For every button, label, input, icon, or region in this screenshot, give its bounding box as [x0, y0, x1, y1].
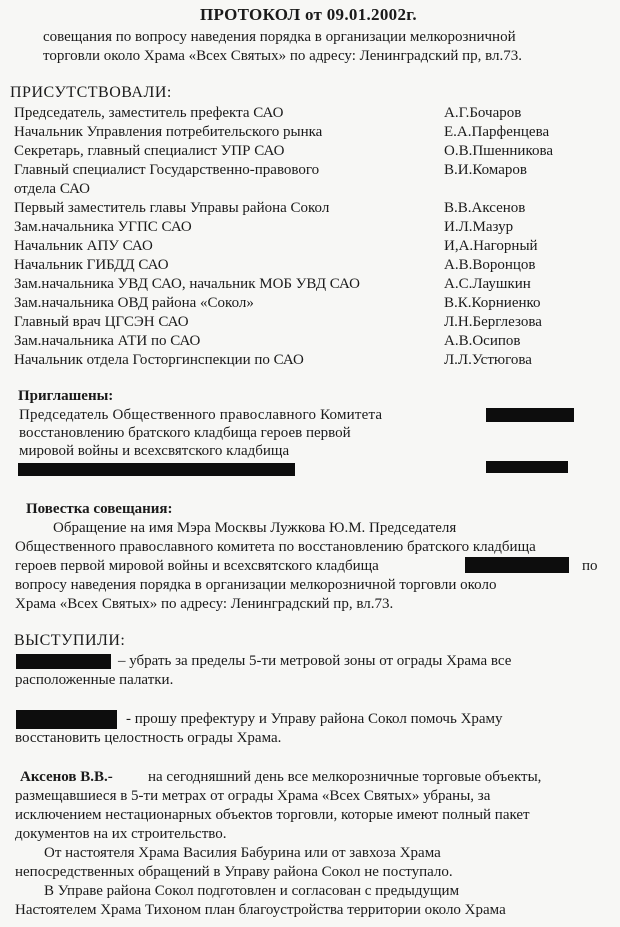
present-role: Начальник отдела Госторгинспекции по САО — [14, 352, 304, 368]
present-name: А.В.Осипов — [444, 333, 521, 349]
speech-1-line-1: – убрать за пределы 5-ти метровой зоны от ограды Храма все — [118, 653, 512, 669]
present-role: Начальник АПУ САО — [14, 238, 153, 254]
present-name: И,А.Нагорный — [444, 238, 538, 254]
present-role: Председатель, заместитель префекта САО — [14, 105, 284, 121]
invited-line-3: мировой войны и всехсвятского кладбища — [19, 443, 290, 459]
invited-line-2: восстановлению братского кладбища героев первой — [19, 425, 351, 441]
present-role: Главный специалист Государственно-правового — [14, 162, 320, 178]
present-heading: ПРИСУТСТВОВАЛИ: — [10, 84, 172, 101]
present-role: Секретарь, главный специалист УПР САО — [14, 143, 285, 159]
present-name: И.Л.Мазур — [444, 219, 514, 235]
agenda-line-2: Общественного православного комитета по восстановлению братского кладбища — [15, 539, 536, 555]
redaction-block — [465, 557, 569, 573]
agenda-heading: Повестка совещания: — [26, 501, 173, 517]
present-role: Зам.начальника ОВД района «Сокол» — [14, 295, 254, 311]
present-name: Л.Н.Берглезова — [444, 314, 542, 330]
speeches-heading: ВЫСТУПИЛИ: — [14, 632, 126, 649]
redaction-block — [16, 654, 111, 669]
present-role: отдела САО — [14, 181, 91, 197]
speech-3-line-3: исключением нестационарных объектов торговли, которые имеют полный пакет — [15, 807, 530, 823]
present-name: А.С.Лаушкин — [444, 276, 531, 292]
present-name: А.Г.Бочаров — [444, 105, 522, 121]
speech-4-line-2: непосредственных обращений в Управу района Сокол не поступало. — [15, 864, 453, 880]
present-name: О.В.Пшенникова — [444, 143, 554, 159]
present-role: Зам.начальника АТИ по САО — [14, 333, 201, 349]
speaker-name: Аксенов В.В.- — [20, 769, 113, 785]
speech-2-line-1: - прошу префектуру и Управу района Сокол помочь Храму — [126, 711, 503, 727]
present-role: Первый заместитель главы Управы района Сокол — [14, 200, 330, 216]
agenda-line-4: вопросу наведения порядка в организации мелкорозничной торговли около — [15, 577, 497, 593]
present-role: Начальник Управления потребительского рынка — [14, 124, 323, 140]
speech-1-line-2: расположенные палатки. — [15, 672, 174, 688]
present-role: Главный врач ЦГСЭН САО — [14, 314, 189, 330]
document-title: ПРОТОКОЛ от 09.01.2002г. — [200, 5, 417, 24]
present-name: В.К.Корниенко — [444, 295, 541, 311]
subtitle-line-2: торговли около Храма «Всех Святых» по адресу: Ленинградский пр, вл.73. — [43, 48, 523, 64]
redaction-block — [16, 710, 117, 729]
speech-4-line-1: От настоятеля Храма Василия Бабурина или от завхоза Храма — [44, 845, 441, 861]
redaction-block — [18, 463, 295, 476]
redaction-block — [486, 461, 568, 473]
speech-3-line-2: размещавшиеся в 5-ти метрах от ограды Храма «Всех Святых» убраны, за — [15, 788, 491, 804]
speech-2-line-2: восстановить целостность ограды Храма. — [15, 730, 282, 746]
present-name: В.В.Аксенов — [444, 200, 526, 216]
speech-5-line-1: В Управе района Сокол подготовлен и согласован с предыдущим — [44, 883, 460, 899]
present-name: Л.Л.Устюгова — [444, 352, 532, 368]
present-role: Зам.начальника УГПС САО — [14, 219, 192, 235]
speech-5-line-2: Настоятелем Храма Тихоном план благоустройства территории около Храма — [15, 902, 506, 918]
agenda-line-1: Обращение на имя Мэра Москвы Лужкова Ю.М. Председателя — [53, 520, 457, 536]
speech-3-line-4: документов на их строительство. — [15, 826, 227, 842]
present-name: Е.А.Парфенцева — [444, 124, 550, 140]
redaction-block — [486, 408, 574, 422]
present-name: А.В.Воронцов — [444, 257, 536, 273]
invited-heading: Приглашены: — [18, 388, 114, 404]
present-role: Зам.начальника УВД САО, начальник МОБ УВД САО — [14, 276, 360, 292]
speech-3-line-1: на сегодняшний день все мелкорозничные торговые объекты, — [148, 769, 542, 785]
present-name: В.И.Комаров — [444, 162, 527, 178]
invited-line-1: Председатель Общественного православного Комитета — [19, 407, 383, 423]
agenda-line-3: героев первой мировой войны и всехсвятского кладбища — [15, 558, 379, 574]
agenda-line-3-end: по — [582, 558, 598, 574]
agenda-line-5: Храма «Всех Святых» по адресу: Ленинградский пр, вл.73. — [15, 596, 394, 612]
subtitle-line-1: совещания по вопросу наведения порядка в организации мелкорозничной — [43, 29, 516, 45]
present-role: Начальник ГИБДД САО — [14, 257, 169, 273]
